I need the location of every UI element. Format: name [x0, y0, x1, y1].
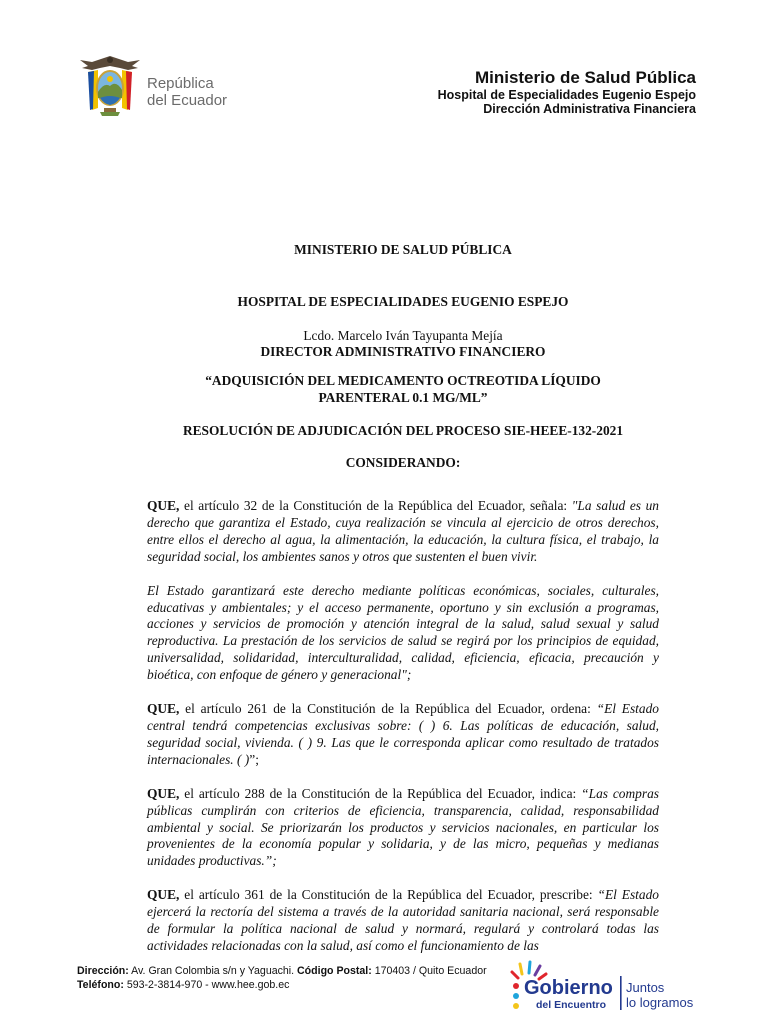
- paragraph-text: el artículo 32 de la Constitución de la República del Ecuador, señala:: [179, 498, 572, 513]
- signatory-name: Lcdo. Marcelo Iván Tayupanta Mejía: [303, 328, 503, 343]
- paragraph-quote: "La salud es un derecho que garantiza el Estado, cuya realización se vincula al ejercicio de otros derechos, entre ellos el derecho al agua, la alimentación, la educación, la cultura física, el trabajo, la seguridad social, los ambientes sanos y otros que sustenten el buen vivir.: [147, 498, 659, 564]
- republica-del-ecuador-logo-text: [147, 75, 227, 109]
- resolution-title: RESOLUCIÓN DE ADJUDICACIÓN DEL PROCESO SIE-HEEE-132-2021: [182, 423, 624, 438]
- postal-label: Código Postal:: [297, 965, 372, 977]
- address-value: Av. Gran Colombia s/n y Yaguachi.: [128, 965, 298, 977]
- title-hospital: HOSPITAL DE ESPECIALIDADES EUGENIO ESPEJO: [237, 294, 569, 309]
- subject-line1: “ADQUISICIÓN DEL MEDICAMENTO OCTREOTIDA LÍQUIDO: [205, 373, 601, 388]
- gob-word: Gobierno: [524, 977, 613, 999]
- footer-contact: [77, 964, 487, 992]
- signatory-role: DIRECTOR ADMINISTRATIVO FINANCIERO: [260, 344, 546, 359]
- postal-value: 170403 / Quito Ecuador: [371, 965, 487, 977]
- paragraph-quote: “El Estado ejercerá la rectoría del sistema a través de la autoridad sanitaria nacional, será responsable de formular la política nacional de salud y normará, regulará y controlará todas las actividades relacionadas con la salud, así como el funcionamiento de las: [147, 887, 659, 953]
- paragraph-art32: [147, 498, 659, 566]
- address-label: Dirección:: [77, 965, 129, 977]
- que-label: QUE,: [147, 701, 180, 717]
- footer-address-line: [77, 964, 487, 978]
- paragraph-quote: “Las compras públicas cumplirán con criterios de eficiencia, transparencia, calidad, responsabilidad ambiental y social. Se priorizarán los productos y servicios nacionales, en particular los provenientes de la economía popular y solidaria, y de las micro, pequeñas y medianas unidades productivas.”;: [147, 785, 659, 869]
- slogan-line1: Juntos: [626, 980, 665, 995]
- que-label: QUE,: [147, 498, 180, 513]
- logo-line2: del Ecuador: [147, 92, 228, 109]
- paragraph-art32-continued: [147, 583, 659, 684]
- paragraph-text: el artículo 361 de la Constitución de la República del Ecuador, prescribe:: [179, 887, 598, 903]
- phone-value: 593-2-3814-970 - www.hee.gob.ec: [123, 979, 290, 991]
- subject-title: [147, 372, 659, 406]
- title-ministry: MINISTERIO DE SALUD PÚBLICA: [294, 242, 512, 257]
- logo-line1: República: [147, 75, 214, 92]
- paragraph-text: el artículo 261 de la Constitución de la República del Ecuador, ordena:: [179, 701, 597, 717]
- subject-line2: PARENTERAL 0.1 MG/ML”: [318, 390, 488, 405]
- footer-phone-line: [77, 978, 487, 992]
- people-icon: [513, 983, 519, 1009]
- direction-name: Dirección Administrativa Financiera: [483, 102, 696, 116]
- phone-label: Teléfono:: [77, 979, 124, 991]
- que-label: QUE,: [147, 785, 180, 801]
- gob-sub: del Encuentro: [536, 999, 607, 1011]
- que-label: QUE,: [147, 887, 180, 903]
- paragraph-tail: ”;: [249, 751, 259, 767]
- institution-header: [438, 68, 696, 116]
- ecuador-coat-of-arms-icon: [78, 52, 142, 118]
- ministry-name: Ministerio de Salud Pública: [474, 68, 696, 87]
- considering-heading: CONSIDERANDO:: [345, 455, 461, 470]
- paragraph-quote: “El Estado central tendrá competencias exclusivas sobre: ( ) 6. Las políticas de educación, salud, seguridad social, vivienda. ( ) 9. Las que le corresponda aplicar como resultado de tratados internacionales. ( ): [147, 701, 659, 767]
- hospital-name: Hospital de Especialidades Eugenio Espejo: [437, 88, 696, 102]
- logo-divider: [620, 976, 622, 1010]
- gobierno-del-encuentro-logo: [508, 958, 698, 1014]
- paragraph-text: el artículo 288 de la Constitución de la República del Ecuador, indica:: [179, 785, 582, 801]
- slogan-line2: lo logramos: [626, 995, 694, 1010]
- paragraph-art361: [147, 887, 659, 955]
- paragraph-art261: [147, 701, 659, 769]
- paragraph-art288: [147, 786, 659, 871]
- document-body: [147, 236, 659, 955]
- paragraph-quote: El Estado garantizará este derecho mediante políticas económicas, sociales, culturales, educativas y ambientales; y el acceso permanente, oportuno y sin exclusión a programas, acciones y servicios de promoción y atención integral de la salud, salud sexual y salud reproductiva. La prestación de los servicios de salud se regirá por los principios de equidad, universalidad, solidaridad, interculturalidad, calidad, eficiencia, eficacia, precaución y bioética, con enfoque de género y generacional";: [147, 582, 659, 683]
